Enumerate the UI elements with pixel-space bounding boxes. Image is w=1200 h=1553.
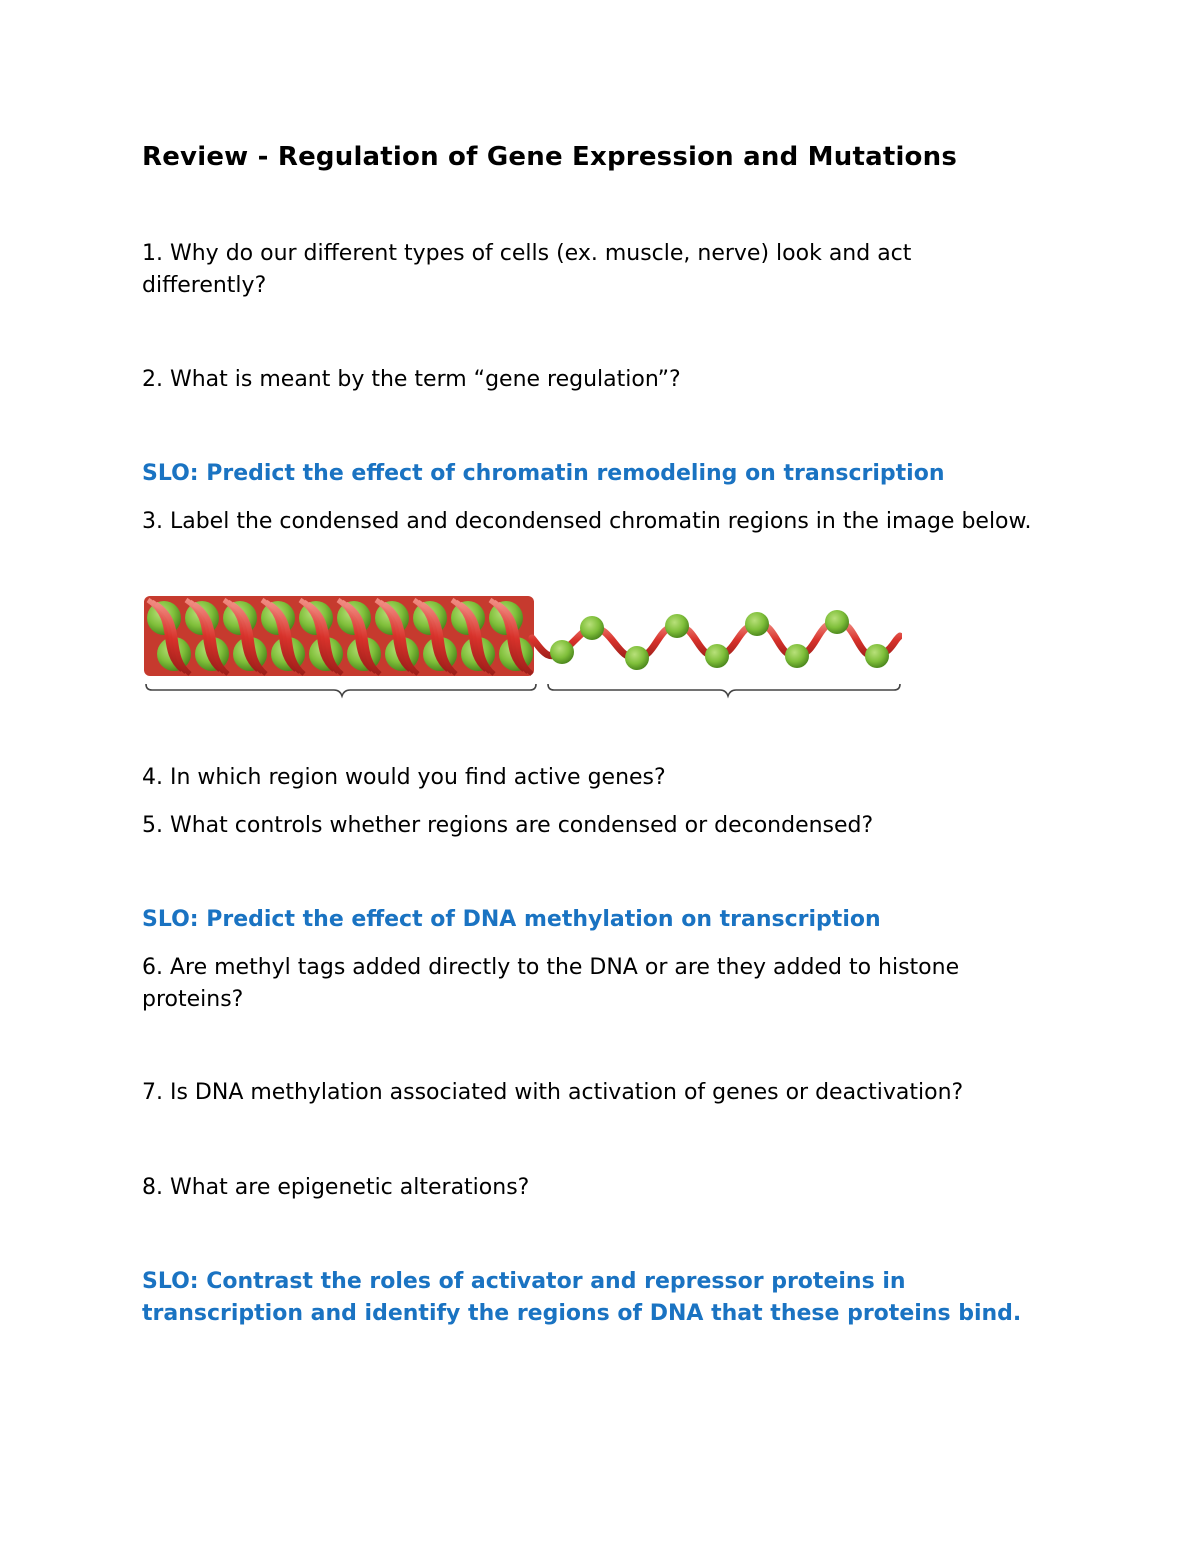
condensed-chromatin-region	[144, 596, 534, 676]
slo-activator-repressor: SLO: Contrast the roles of activator and repressor proteins in transcription and identify the regions of DNA that these proteins bind.	[142, 1269, 1022, 1326]
question-5: 5. What controls whether regions are condensed or decondensed?	[142, 813, 874, 838]
question-7: 7. Is DNA methylation associated with activation of genes or deactivation?	[142, 1080, 964, 1105]
question-4: 4. In which region would you find active genes?	[142, 765, 666, 790]
slo-chromatin-remodeling: SLO: Predict the effect of chromatin remodeling on transcription	[142, 461, 945, 486]
question-6: 6. Are methyl tags added directly to the DNA or are they added to histone proteins?	[142, 955, 960, 1012]
histone-bead	[785, 644, 809, 668]
histone-bead	[665, 614, 689, 638]
histone-bead	[745, 612, 769, 636]
histone-bead	[550, 640, 574, 664]
condensed-brace	[146, 684, 536, 696]
chromatin-figure	[142, 590, 902, 700]
question-8: 8. What are epigenetic alterations?	[142, 1175, 530, 1200]
question-2: 2. What is meant by the term “gene regulation”?	[142, 367, 681, 392]
decondensed-brace	[548, 684, 900, 696]
histone-bead	[580, 616, 604, 640]
decondensed-chromatin-region	[532, 610, 900, 670]
slo-dna-methylation: SLO: Predict the effect of DNA methylation on transcription	[142, 907, 881, 932]
page-title: Review - Regulation of Gene Expression and Mutations	[142, 142, 958, 172]
histone-bead	[825, 610, 849, 634]
histone-bead	[865, 644, 889, 668]
histone-bead	[625, 646, 649, 670]
question-3: 3. Label the condensed and decondensed chromatin regions in the image below.	[142, 509, 1032, 534]
question-1: 1. Why do our different types of cells (ex. muscle, nerve) look and act differently?	[142, 241, 912, 298]
histone-bead	[705, 644, 729, 668]
